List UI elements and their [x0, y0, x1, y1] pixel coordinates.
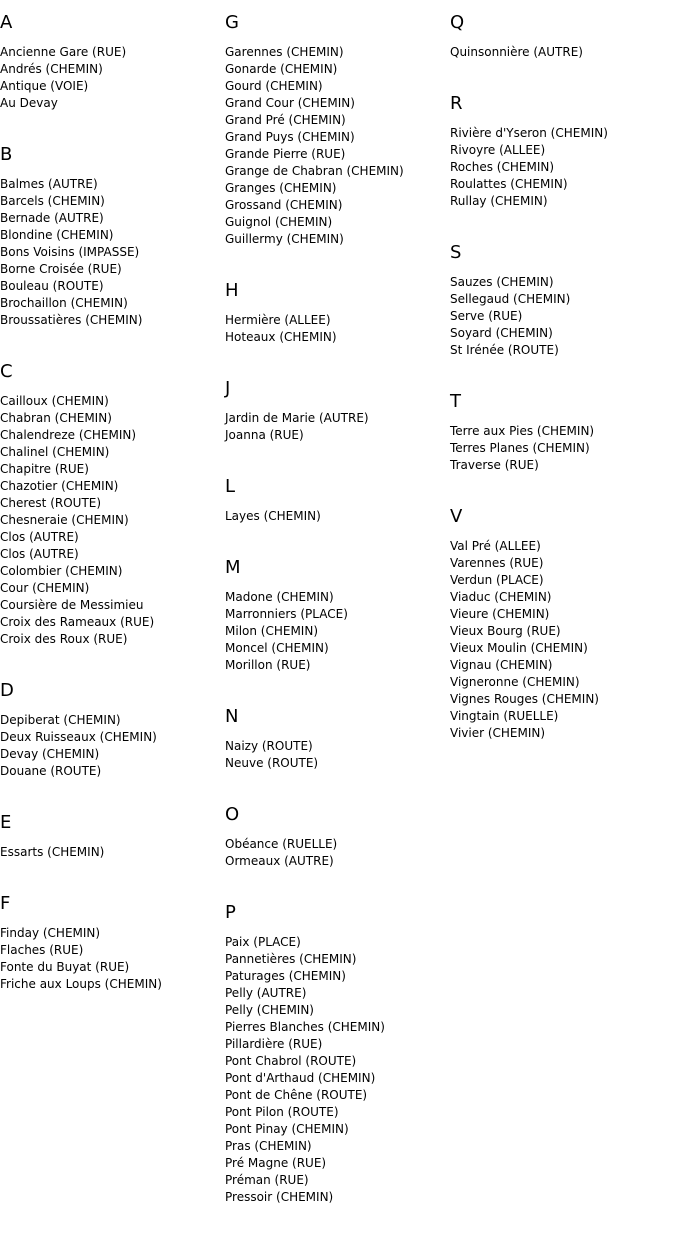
street-index-column [225, 10, 450, 1236]
letter-section-v [450, 504, 675, 742]
street-list [225, 934, 450, 1206]
letter-section-d [0, 678, 225, 780]
section-letter-heading: E [0, 812, 12, 833]
street-name: Chalinel (CHEMIN) [0, 445, 110, 459]
street-name: Blondine (CHEMIN) [0, 228, 114, 242]
section-letter-heading: S [450, 242, 462, 263]
street-name: Verdun (PLACE) [450, 573, 544, 587]
street-name: Rullay (CHEMIN) [450, 194, 548, 208]
street-name: Pillardière (RUE) [225, 1037, 323, 1051]
letter-section-g [225, 10, 450, 248]
street-name: Préman (RUE) [225, 1173, 309, 1187]
street-name: Sauzes (CHEMIN) [450, 275, 554, 289]
street-name: Vingtain (RUELLE) [450, 709, 559, 723]
street-name: Borne Croisée (RUE) [0, 262, 122, 276]
street-name: Grossand (CHEMIN) [225, 198, 343, 212]
section-letter-heading: V [450, 506, 463, 527]
street-name: Brochaillon (CHEMIN) [0, 296, 128, 310]
street-list [450, 44, 675, 61]
street-name: Chabran (CHEMIN) [0, 411, 112, 425]
street-name: Neuve (ROUTE) [225, 756, 319, 770]
section-letter-heading: N [225, 706, 239, 727]
street-name: Pannetières (CHEMIN) [225, 952, 357, 966]
street-name: Jardin de Marie (AUTRE) [225, 411, 369, 425]
letter-section-j [225, 376, 450, 444]
street-name: Barcels (CHEMIN) [0, 194, 105, 208]
street-name: Flaches (RUE) [0, 943, 84, 957]
street-list [225, 410, 450, 444]
street-name: Val Pré (ALLEE) [450, 539, 541, 553]
street-name: Clos (AUTRE) [0, 530, 79, 544]
street-list [0, 712, 225, 780]
section-letter-heading: J [225, 378, 231, 399]
street-index-column [0, 10, 225, 1023]
street-list [450, 274, 675, 359]
street-list [0, 176, 225, 329]
street-name: St Irénée (ROUTE) [450, 343, 559, 357]
street-list [0, 925, 225, 993]
street-name: Paix (PLACE) [225, 935, 301, 949]
street-name: Pelly (AUTRE) [225, 986, 307, 1000]
street-name: Fonte du Buyat (RUE) [0, 960, 130, 974]
street-list [450, 423, 675, 474]
street-name: Naizy (ROUTE) [225, 739, 313, 753]
street-name: Hermière (ALLEE) [225, 313, 331, 327]
letter-section-h [225, 278, 450, 346]
letter-section-n [225, 704, 450, 772]
street-name: Friche aux Loups (CHEMIN) [0, 977, 162, 991]
street-name: Grange de Chabran (CHEMIN) [225, 164, 404, 178]
letter-section-s [450, 240, 675, 359]
street-name: Cailloux (CHEMIN) [0, 394, 109, 408]
street-name: Granges (CHEMIN) [225, 181, 337, 195]
section-letter-heading: F [0, 893, 11, 914]
street-name: Finday (CHEMIN) [0, 926, 101, 940]
street-name: Madone (CHEMIN) [225, 590, 334, 604]
street-name: Pelly (CHEMIN) [225, 1003, 314, 1017]
street-name: Essarts (CHEMIN) [0, 845, 105, 859]
section-letter-heading: R [450, 93, 463, 114]
letter-section-c [0, 359, 225, 648]
letter-section-a [0, 10, 225, 112]
street-index-column [450, 10, 675, 772]
letter-section-p [225, 900, 450, 1206]
street-name: Broussatières (CHEMIN) [0, 313, 143, 327]
street-list [0, 844, 225, 861]
street-name: Layes (CHEMIN) [225, 509, 321, 523]
street-list [225, 738, 450, 772]
street-name: Serve (RUE) [450, 309, 523, 323]
street-name: Bouleau (ROUTE) [0, 279, 104, 293]
section-letter-heading: A [0, 12, 13, 33]
street-name: Milon (CHEMIN) [225, 624, 318, 638]
street-name: Rivière d'Yseron (CHEMIN) [450, 126, 608, 140]
street-name: Chazotier (CHEMIN) [0, 479, 119, 493]
section-letter-heading: T [450, 391, 461, 412]
street-name: Morillon (RUE) [225, 658, 311, 672]
street-name: Pont Pilon (ROUTE) [225, 1105, 339, 1119]
street-name: Chapitre (RUE) [0, 462, 89, 476]
street-name: Devay (CHEMIN) [0, 747, 100, 761]
street-name: Andrés (CHEMIN) [0, 62, 103, 76]
section-letter-heading: B [0, 144, 13, 165]
street-name: Chesneraie (CHEMIN) [0, 513, 129, 527]
street-name: Pressoir (CHEMIN) [225, 1190, 334, 1204]
street-name: Cour (CHEMIN) [0, 581, 90, 595]
street-name: Vieux Bourg (RUE) [450, 624, 561, 638]
street-name: Hoteaux (CHEMIN) [225, 330, 337, 344]
street-name: Roches (CHEMIN) [450, 160, 555, 174]
street-name: Roulattes (CHEMIN) [450, 177, 568, 191]
street-name: Clos (AUTRE) [0, 547, 79, 561]
street-name: Viaduc (CHEMIN) [450, 590, 552, 604]
street-name: Guillermy (CHEMIN) [225, 232, 344, 246]
section-letter-heading: C [0, 361, 13, 382]
street-name: Pont d'Arthaud (CHEMIN) [225, 1071, 376, 1085]
letter-section-r [450, 91, 675, 210]
section-letter-heading: H [225, 280, 239, 301]
street-name: Varennes (RUE) [450, 556, 544, 570]
street-name: Bons Voisins (IMPASSE) [0, 245, 140, 259]
letter-section-q [450, 10, 675, 61]
section-letter-heading: L [225, 476, 236, 497]
street-name: Terres Planes (CHEMIN) [450, 441, 590, 455]
street-name: Terre aux Pies (CHEMIN) [450, 424, 595, 438]
street-name: Traverse (RUE) [450, 458, 539, 472]
street-name: Sellegaud (CHEMIN) [450, 292, 571, 306]
street-name: Soyard (CHEMIN) [450, 326, 553, 340]
street-name: Joanna (RUE) [225, 428, 304, 442]
letter-section-m [225, 555, 450, 674]
street-name: Grand Cour (CHEMIN) [225, 96, 355, 110]
street-list [450, 538, 675, 742]
street-name: Chalendreze (CHEMIN) [0, 428, 137, 442]
letter-section-t [450, 389, 675, 474]
street-name: Obéance (RUELLE) [225, 837, 338, 851]
street-name: Deux Ruisseaux (CHEMIN) [0, 730, 157, 744]
street-name: Gourd (CHEMIN) [225, 79, 323, 93]
section-letter-heading: Q [450, 12, 465, 33]
letter-section-f [0, 891, 225, 993]
street-name: Au Devay [0, 96, 58, 110]
street-name: Grande Pierre (RUE) [225, 147, 346, 161]
section-letter-heading: P [225, 902, 236, 923]
street-name: Ancienne Gare (RUE) [0, 45, 127, 59]
street-list [0, 44, 225, 112]
street-name: Vieux Moulin (CHEMIN) [450, 641, 588, 655]
street-name: Colombier (CHEMIN) [0, 564, 123, 578]
street-list [0, 393, 225, 648]
street-name: Pont Chabrol (ROUTE) [225, 1054, 357, 1068]
street-name: Grand Pré (CHEMIN) [225, 113, 346, 127]
street-name: Bernade (AUTRE) [0, 211, 104, 225]
street-name: Cherest (ROUTE) [0, 496, 102, 510]
street-list [225, 836, 450, 870]
street-list [225, 508, 450, 525]
street-name: Garennes (CHEMIN) [225, 45, 344, 59]
section-letter-heading: M [225, 557, 241, 578]
street-name: Croix des Roux (RUE) [0, 632, 128, 646]
section-letter-heading: D [0, 680, 14, 701]
street-list [450, 125, 675, 210]
street-name: Croix des Rameaux (RUE) [0, 615, 155, 629]
street-name: Vignes Rouges (CHEMIN) [450, 692, 599, 706]
street-name: Pierres Blanches (CHEMIN) [225, 1020, 385, 1034]
street-name: Coursière de Messimieu [0, 598, 144, 612]
street-name: Marronniers (PLACE) [225, 607, 348, 621]
street-name: Guignol (CHEMIN) [225, 215, 333, 229]
street-name: Vignau (CHEMIN) [450, 658, 553, 672]
street-name: Vivier (CHEMIN) [450, 726, 546, 740]
section-letter-heading: G [225, 12, 239, 33]
street-name: Gonarde (CHEMIN) [225, 62, 338, 76]
street-name: Balmes (AUTRE) [0, 177, 98, 191]
letter-section-b [0, 142, 225, 329]
section-letter-heading: O [225, 804, 240, 825]
street-name: Douane (ROUTE) [0, 764, 102, 778]
street-name: Depiberat (CHEMIN) [0, 713, 121, 727]
street-name: Grand Puys (CHEMIN) [225, 130, 355, 144]
street-name: Vigneronne (CHEMIN) [450, 675, 580, 689]
street-name: Quinsonnière (AUTRE) [450, 45, 583, 59]
street-name: Paturages (CHEMIN) [225, 969, 346, 983]
street-name: Rivoyre (ALLEE) [450, 143, 546, 157]
street-name: Pont Pinay (CHEMIN) [225, 1122, 349, 1136]
street-name: Pont de Chêne (ROUTE) [225, 1088, 368, 1102]
street-name: Pré Magne (RUE) [225, 1156, 327, 1170]
street-name: Ormeaux (AUTRE) [225, 854, 334, 868]
letter-section-e [0, 810, 225, 861]
street-list [225, 44, 450, 248]
letter-section-o [225, 802, 450, 870]
letter-section-l [225, 474, 450, 525]
street-name: Moncel (CHEMIN) [225, 641, 329, 655]
street-list [225, 589, 450, 674]
street-name: Antique (VOIE) [0, 79, 89, 93]
street-list [225, 312, 450, 346]
street-name: Pras (CHEMIN) [225, 1139, 312, 1153]
street-name: Vieure (CHEMIN) [450, 607, 550, 621]
